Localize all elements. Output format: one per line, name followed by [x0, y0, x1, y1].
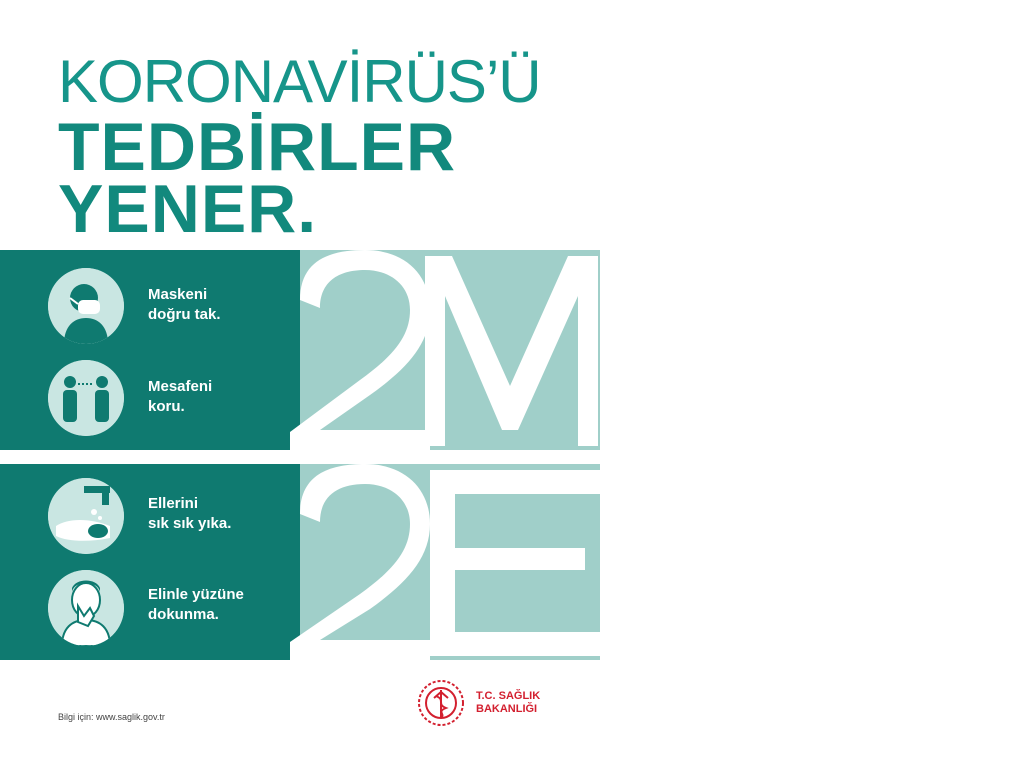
title-line-1: KORONAVİRÜS’Ü — [58, 48, 541, 115]
item-distance-line2: koru. — [148, 398, 185, 415]
distance-icon — [48, 360, 124, 436]
item-mask-text — [148, 285, 308, 325]
ministry-logo-group — [416, 678, 556, 728]
item-no-touch-line2: dokunma. — [148, 606, 219, 623]
item-mask-line2: doğru tak. — [148, 306, 221, 323]
item-distance-line1: Mesafeni — [148, 378, 213, 395]
title-line-3: YENER. — [58, 171, 318, 247]
ministry-name — [476, 690, 556, 716]
no-touch-face-icon — [48, 570, 124, 646]
item-mask-line1: Maskeni — [148, 286, 208, 303]
item-handwash-text — [148, 494, 308, 534]
big-2-bottom — [290, 464, 430, 660]
mask-icon — [48, 268, 124, 344]
handwash-icon — [48, 478, 124, 554]
ministry-name-line2: BAKANLIĞI — [476, 703, 538, 715]
item-handwash-line2: sık sık yıka. — [148, 515, 232, 532]
ministry-emblem-icon — [416, 678, 466, 728]
title-line-2: TEDBİRLER — [58, 109, 457, 185]
ministry-name-line1: T.C. SAĞLIK — [476, 690, 541, 702]
footer-website: Bilgi için: www.saglik.gov.tr — [58, 712, 165, 722]
item-no-touch-line1: Elinle yüzüne — [148, 586, 244, 603]
item-no-touch-text — [148, 585, 308, 625]
big-2-top — [290, 250, 430, 450]
item-distance-text — [148, 377, 308, 417]
item-handwash-line1: Ellerini — [148, 495, 199, 512]
